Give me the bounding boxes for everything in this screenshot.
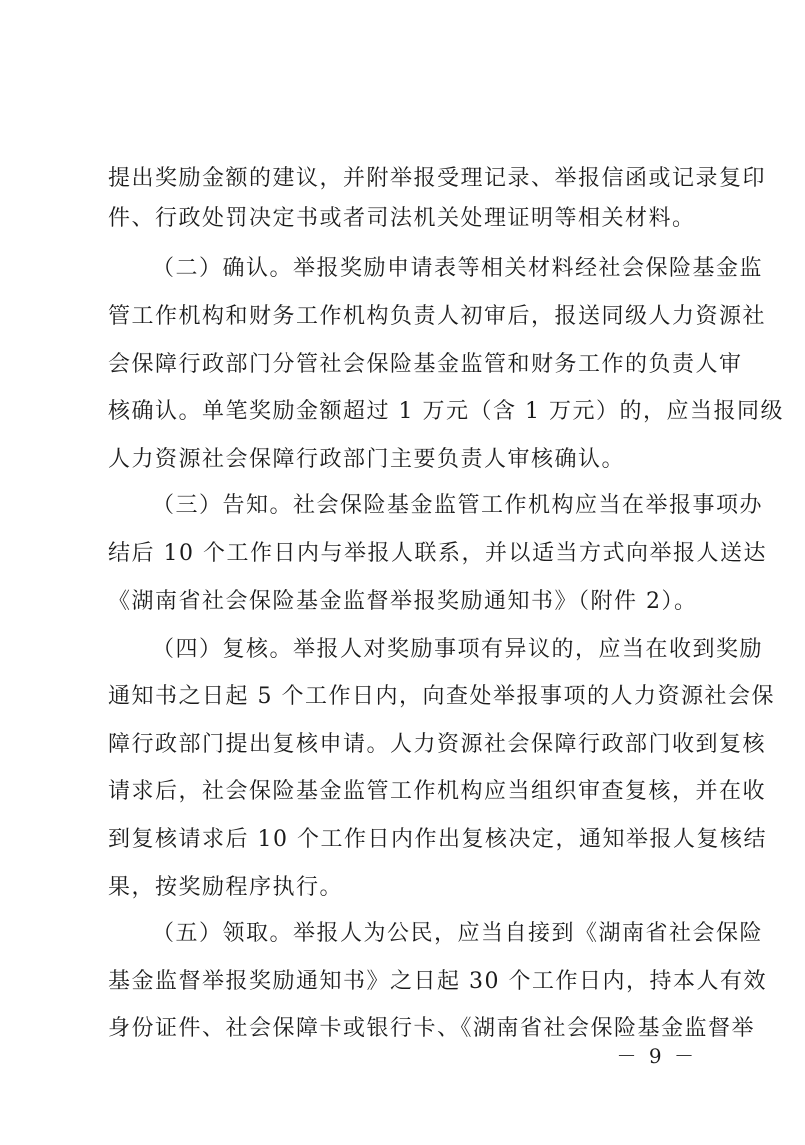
text-line: 结后 10 个工作日内与举报人联系，并以适当方式向举报人送达 <box>108 541 767 566</box>
section-heading-line: （二）确认。举报奖励申请表等相关材料经社会保险基金监 <box>152 256 764 281</box>
text-line: 《湖南省社会保险基金监督举报奖励通知书》（附件 2）。 <box>108 589 698 614</box>
page-number: － 9 － <box>616 1044 697 1068</box>
text-line: 请求后，社会保险基金监管工作机构应当组织审查复核，并在收 <box>108 779 767 804</box>
text-line: 会保障行政部门分管社会保险基金监管和财务工作的负责人审 <box>108 352 743 377</box>
text-line: 管工作机构和财务工作机构负责人初审后，报送同级人力资源社 <box>108 304 767 329</box>
text-line: 提出奖励金额的建议，并附举报受理记录、举报信函或记录复印 <box>108 166 767 191</box>
text-line: 人力资源社会保障行政部门主要负责人审核确认。 <box>108 447 626 472</box>
section-heading-line: （五）领取。举报人为公民，应当自接到《湖南省社会保险 <box>152 921 764 946</box>
text-line: 通知书之日起 5 个工作日内，向查处举报事项的人力资源社会保 <box>108 684 775 709</box>
text-line: 身份证件、社会保障卡或银行卡、《湖南省社会保险基金监督举 <box>108 1016 756 1041</box>
text-line: 到复核请求后 10 个工作日内作出复核决定，通知举报人复核结 <box>108 827 767 852</box>
text-line: 障行政部门提出复核申请。人力资源社会保障行政部门收到复核 <box>108 732 767 757</box>
text-line: 基金监督举报奖励通知书》之日起 30 个工作日内，持本人有效 <box>108 969 767 994</box>
section-heading-line: （四）复核。举报人对奖励事项有异议的，应当在收到奖励 <box>152 637 764 662</box>
text-line: 件、行政处罚决定书或者司法机关处理证明等相关材料。 <box>108 206 696 231</box>
text-line: 果，按奖励程序执行。 <box>108 875 344 900</box>
text-line: 核确认。单笔奖励金额超过 1 万元（含 1 万元）的，应当报同级 <box>108 399 784 424</box>
section-heading-line: （三）告知。社会保险基金监管工作机构应当在举报事项办 <box>152 493 764 518</box>
